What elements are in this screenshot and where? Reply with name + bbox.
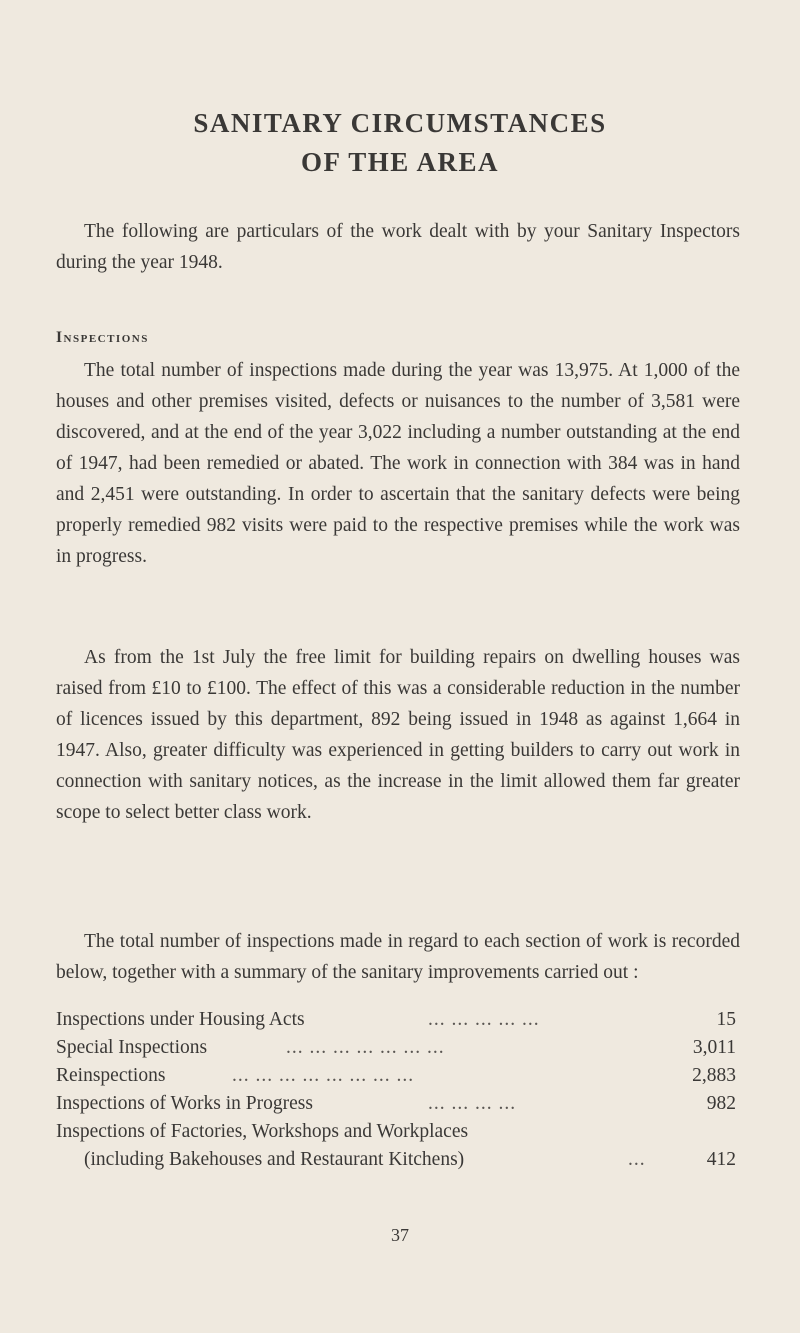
summary-row-factories-continued <box>56 1146 736 1174</box>
summary-row-value: 2,883 <box>692 1065 736 1086</box>
summary-row-label: Special Inspections <box>56 1037 208 1058</box>
page-subtitle: OF THE AREA <box>300 147 500 177</box>
summary-row-special <box>56 1034 736 1062</box>
leader-dots: ... ... ... ... ... <box>428 1009 540 1030</box>
summary-row-label: Reinspections <box>56 1065 166 1086</box>
leader-dots: ... ... ... ... ... ... ... <box>286 1037 445 1058</box>
summary-row-value: 3,011 <box>692 1037 736 1058</box>
summary-row-value: 982 <box>706 1093 736 1114</box>
summary-row-factories <box>56 1118 736 1146</box>
leader-dots: ... <box>628 1149 646 1170</box>
summary-row-value: 412 <box>706 1149 736 1170</box>
page-title: SANITARY CIRCUMSTANCES <box>193 108 607 138</box>
summary-row-label: Inspections under Housing Acts <box>56 1009 305 1030</box>
inspections-paragraph: The total number of inspections made during the year was 13,975. At 1,000 of the houses and other premises visited, defects or nuisances to the number of 3,581 were discovered, and at the end of the year 3,022 including a number outstanding at the end of 1947, had been remedied or abated. The work in connection with 384 was in hand and 2,451 were outstanding. In order to ascertain that the sanitary defects were being properly remedied 982 visits were paid to the respective premises while the work was in progress. <box>56 360 740 567</box>
building-limit-paragraph: As from the 1st July the free limit for building repairs on dwelling houses was raised from £10 to £100. The effect of this was a considerable reduction in the number of licences issued by this department, 892 being issued in 1948 as against 1,664 in 1947. Also, greater difficulty was experienced in getting builders to carry out work in connection with sanitary notices, as the increase in the limit allowed them far greater scope to select better class work. <box>56 647 740 823</box>
summary-row-reinspections <box>56 1062 736 1090</box>
summary-row-works-in-progress <box>56 1090 736 1118</box>
summary-row-label: Inspections of Works in Progress <box>56 1093 313 1114</box>
summary-intro-paragraph: The total number of inspections made in regard to each section of work is recorded below, together with a summary of the sanitary improvements carried out : <box>56 931 740 983</box>
leader-dots: ... ... ... ... <box>428 1093 517 1114</box>
summary-row-housing <box>56 1006 736 1034</box>
summary-row-label: Inspections of Factories, Workshops and Workplaces <box>56 1121 469 1142</box>
leader-dots: ... ... ... ... ... ... ... ... <box>232 1065 415 1086</box>
summary-row-value: 15 <box>716 1009 736 1030</box>
summary-row-label: (including Bakehouses and Restaurant Kitchens) <box>84 1149 465 1170</box>
inspection-summary-table <box>56 1006 736 1174</box>
intro-paragraph: The following are particulars of the work dealt with by your Sanitary Inspectors during the year 1948. <box>56 221 740 273</box>
inspections-heading: Inspections <box>56 329 149 346</box>
page-number: 37 <box>391 1225 409 1245</box>
